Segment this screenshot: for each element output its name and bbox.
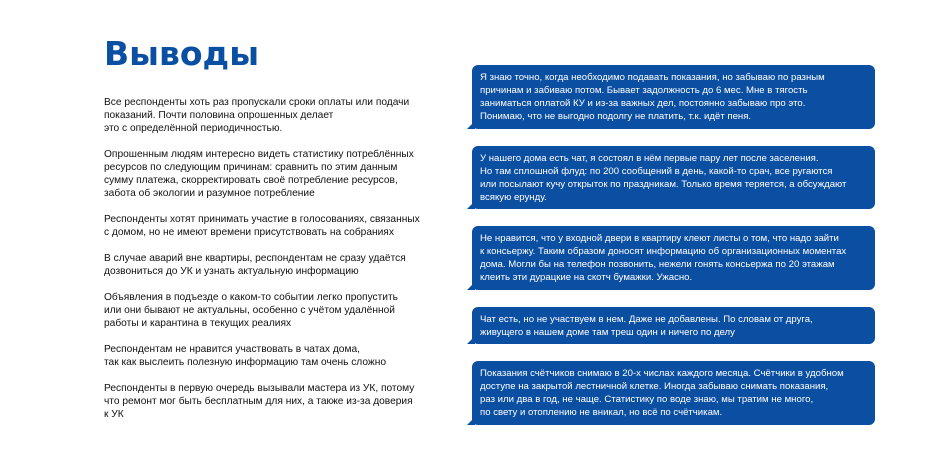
conclusion-item: Все респонденты хоть раз пропускали сроки оплаты или подачи показаний. Почти половина опрошенных делает это с определённой периодичностью. (104, 97, 410, 134)
conclusion-item: Респондентам не нравится участвовать в чатах дома, так как выслеить полезную информацию там очень сложно (104, 344, 387, 368)
conclusion-item: Респонденты в первую очередь вызывали мастера из УК, потому что ремонт мог быть бесплатным для них, а также из-за доверия к УК (104, 383, 415, 420)
quote-bubble: Не нравится, что у входной двери в квартиру клеют листы о том, что надо зайти к консьержу. Таким образом доносят информацию об организационных моментах дома. Могли бы на телефон позвонить, нежели гонять консьержа по 20 этажам клеить эти дурацкие на скотч бумажки. Ужасно. (472, 226, 875, 290)
quote-bubble: Показания счётчиков снимаю в 20-х числах каждого месяца. Счётчики в удобном доступе на закрытой лестничной клетке. Иногда забываю снимать показания, раз или два в год, не чаще. Статистику по воде знаю, мы тратим не много, по свету и отоплению не вникал, но всё по счётчикам. (472, 361, 875, 425)
conclusion-item: Респонденты хотят принимать участие в голосованиях, связанных с домом, но не имеют времени присутствовать на собраниях (104, 214, 420, 238)
conclusion-item: Объявления в подъезде о каком-то событии легко пропустить или они бывают не актуальны, особенно с учётом удалённой работы и карантина в текущих реалиях (104, 292, 398, 329)
conclusion-item: В случае аварий вне квартиры, респондентам не сразу удаётся дозвониться до УК и узнать актуальную информацию (104, 253, 406, 277)
quote-bubble: У нашего дома есть чат, я состоял в нём первые пару лет после заселения. Но там сплошной флуд: по 200 сообщений в день, какой-то срач, все ругаются или посылают кучу открыток по праздникам. Только время теряется, а обсуждают всякую ерунду. (472, 146, 875, 209)
quote-bubble: Я знаю точно, когда необходимо подавать показания, но забываю по разным причинам и забиваю потом. Бывает задолжность до 6 мес. Мне в тягость заниматься оплатой КУ и из-за важных дел, постоянно забываю про это. Понимаю, что не выгодно подолгу не платить, т.к. идёт пеня. (472, 65, 875, 129)
page-title: Выводы (104, 34, 260, 73)
conclusion-item: Опрошенным людям интересно видеть статистику потреблённых ресурсов по следующим причинам: сравнить по этим данным сумму платежа, скорректировать своё потребление ресурсов, забота об экологии и разумное потребление (104, 149, 414, 199)
quote-bubble: Чат есть, но не участвуем в нем. Даже не добавлены. По словам от друга, живущего в нашем доме там треш один и ничего по делу (472, 307, 875, 344)
